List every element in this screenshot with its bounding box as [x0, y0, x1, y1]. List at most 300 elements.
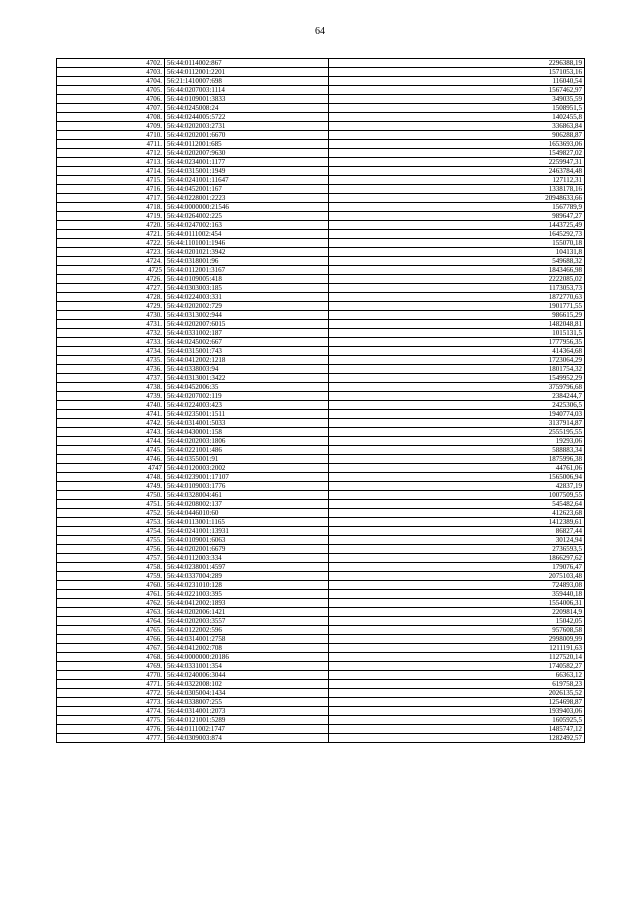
row-number-cell: 4708. [57, 113, 165, 122]
row-number-cell: 4721. [57, 230, 165, 239]
row-number-cell: 4740. [57, 401, 165, 410]
cadastral-value-cell: 619758,23 [329, 680, 585, 689]
row-number-cell: 4775. [57, 716, 165, 725]
cadastral-value-cell: 1939403,06 [329, 707, 585, 716]
cadastral-value-cell: 1549827,02 [329, 149, 585, 158]
table-row [57, 302, 585, 311]
cadastral-number-cell: 56:44:0221003:395 [165, 590, 329, 599]
row-number-cell: 4757. [57, 554, 165, 563]
table-row [57, 725, 585, 734]
table-row [57, 68, 585, 77]
row-number-cell: 4734. [57, 347, 165, 356]
table-row [57, 113, 585, 122]
table-row [57, 473, 585, 482]
cadastral-number-cell: 56:44:0202001:6679 [165, 545, 329, 554]
cadastral-value-cell: 1653693,06 [329, 140, 585, 149]
row-number-cell: 4741. [57, 410, 165, 419]
table-row [57, 77, 585, 86]
table-row [57, 131, 585, 140]
table-row [57, 185, 585, 194]
cadastral-value-cell: 414364,68 [329, 347, 585, 356]
row-number-cell: 4723. [57, 248, 165, 257]
cadastral-value-cell: 1567789,9 [329, 203, 585, 212]
cadastral-value-cell: 412623,68 [329, 509, 585, 518]
table-row [57, 275, 585, 284]
table-row [57, 518, 585, 527]
table-row [57, 536, 585, 545]
cadastral-value-cell: 66363,12 [329, 671, 585, 680]
cadastral-number-cell: 56:44:0412002:1893 [165, 599, 329, 608]
table-row [57, 617, 585, 626]
table-row [57, 635, 585, 644]
cadastral-number-cell: 56:44:0235001:1511 [165, 410, 329, 419]
row-number-cell: 4746. [57, 455, 165, 464]
cadastral-number-cell: 56:44:0202003:1806 [165, 437, 329, 446]
cadastral-number-cell: 56:44:0244005:5722 [165, 113, 329, 122]
cadastral-number-cell: 56:44:0202007:6015 [165, 320, 329, 329]
row-number-cell: 4715. [57, 176, 165, 185]
row-number-cell: 4716. [57, 185, 165, 194]
cadastral-number-cell: 56:44:0202001:6670 [165, 131, 329, 140]
cadastral-number-cell: 56:44:0201021:3942 [165, 248, 329, 257]
table-row [57, 455, 585, 464]
table-row [57, 509, 585, 518]
row-number-cell: 4752. [57, 509, 165, 518]
cadastral-value-cell: 1254698,87 [329, 698, 585, 707]
table-row [57, 500, 585, 509]
row-number-cell: 4714. [57, 167, 165, 176]
cadastral-number-cell: 56:44:0112001:2201 [165, 68, 329, 77]
cadastral-value-cell: 1571053,16 [329, 68, 585, 77]
table-row [57, 527, 585, 536]
table-row [57, 311, 585, 320]
table-row [57, 320, 585, 329]
cadastral-number-cell: 56:44:0112001:685 [165, 140, 329, 149]
table-row [57, 734, 585, 743]
cadastral-number-cell: 56:44:0313002:944 [165, 311, 329, 320]
cadastral-value-cell: 2736593,5 [329, 545, 585, 554]
cadastral-number-cell: 56:44:0412002:1218 [165, 356, 329, 365]
row-number-cell: 4766. [57, 635, 165, 644]
cadastral-value-table [56, 58, 585, 743]
cadastral-value-cell: 1567462,97 [329, 86, 585, 95]
cadastral-number-cell: 56:44:0245008:24 [165, 104, 329, 113]
cadastral-number-cell: 56:44:0322008:102 [165, 680, 329, 689]
cadastral-number-cell: 56:44:0309003:874 [165, 734, 329, 743]
table-row [57, 545, 585, 554]
table-row [57, 230, 585, 239]
cadastral-value-cell: 1866297,62 [329, 554, 585, 563]
cadastral-value-cell: 2425306,5 [329, 401, 585, 410]
cadastral-number-cell: 56:44:0000000:21546 [165, 203, 329, 212]
cadastral-number-cell: 56:44:0224003:423 [165, 401, 329, 410]
row-number-cell: 4710. [57, 131, 165, 140]
cadastral-value-cell: 588883,34 [329, 446, 585, 455]
row-number-cell: 4749. [57, 482, 165, 491]
table-row [57, 329, 585, 338]
row-number-cell: 4777. [57, 734, 165, 743]
cadastral-value-cell: 957608,58 [329, 626, 585, 635]
cadastral-value-cell: 1875996,38 [329, 455, 585, 464]
cadastral-value-cell: 545482,64 [329, 500, 585, 509]
row-number-cell: 4772. [57, 689, 165, 698]
cadastral-number-cell: 56:44:0000000:20186 [165, 653, 329, 662]
table-row [57, 572, 585, 581]
table-row [57, 662, 585, 671]
cadastral-number-cell: 56:44:0109001:6063 [165, 536, 329, 545]
row-number-cell: 4719. [57, 212, 165, 221]
cadastral-value-cell: 2463784,48 [329, 167, 585, 176]
row-number-cell: 4706. [57, 95, 165, 104]
table-row [57, 293, 585, 302]
row-number-cell: 4754. [57, 527, 165, 536]
table-row [57, 158, 585, 167]
cadastral-value-cell: 1338178,16 [329, 185, 585, 194]
table-row [57, 410, 585, 419]
row-number-cell: 4731. [57, 320, 165, 329]
cadastral-value-cell: 2075103,48 [329, 572, 585, 581]
row-number-cell: 4753. [57, 518, 165, 527]
table-row [57, 689, 585, 698]
cadastral-value-cell: 2296388,19 [329, 59, 585, 68]
table-row [57, 212, 585, 221]
cadastral-value-cell: 44761,06 [329, 464, 585, 473]
cadastral-value-cell: 1901771,55 [329, 302, 585, 311]
cadastral-value-cell: 2555195,55 [329, 428, 585, 437]
cadastral-number-cell: 56:44:0331002:187 [165, 329, 329, 338]
row-number-cell: 4769. [57, 662, 165, 671]
row-number-cell: 4737. [57, 374, 165, 383]
row-number-cell: 4748. [57, 473, 165, 482]
cadastral-number-cell: 56:44:0315001:743 [165, 347, 329, 356]
table-row [57, 149, 585, 158]
table-row [57, 266, 585, 275]
cadastral-number-cell: 56:44:0305004:1434 [165, 689, 329, 698]
cadastral-value-cell: 1549952,29 [329, 374, 585, 383]
row-number-cell: 4713. [57, 158, 165, 167]
table-row [57, 392, 585, 401]
row-number-cell: 4717. [57, 194, 165, 203]
table-row [57, 716, 585, 725]
cadastral-number-cell: 56:44:0241001:11647 [165, 176, 329, 185]
table-row [57, 248, 585, 257]
cadastral-number-cell: 56:44:0109005:418 [165, 275, 329, 284]
cadastral-number-cell: 56:21:1410007:698 [165, 77, 329, 86]
cadastral-value-cell: 1443725,49 [329, 221, 585, 230]
cadastral-number-cell: 56:44:0111002:454 [165, 230, 329, 239]
table-row [57, 707, 585, 716]
row-number-cell: 4709. [57, 122, 165, 131]
table-row [57, 401, 585, 410]
row-number-cell: 4718. [57, 203, 165, 212]
cadastral-value-cell: 1565006,94 [329, 473, 585, 482]
cadastral-value-cell: 1554006,31 [329, 599, 585, 608]
cadastral-number-cell: 56:44:0221001:486 [165, 446, 329, 455]
cadastral-number-cell: 56:44:0224003:331 [165, 293, 329, 302]
table-row [57, 554, 585, 563]
row-number-cell: 4738. [57, 383, 165, 392]
cadastral-number-cell: 56:44:0355001:91 [165, 455, 329, 464]
cadastral-value-cell: 1412389,61 [329, 518, 585, 527]
row-number-cell: 4747 [57, 464, 165, 473]
cadastral-value-cell: 19293,06 [329, 437, 585, 446]
cadastral-value-cell: 104131,8 [329, 248, 585, 257]
cadastral-number-cell: 56:44:0207002:119 [165, 392, 329, 401]
table-row [57, 563, 585, 572]
cadastral-value-cell: 1508951,5 [329, 104, 585, 113]
cadastral-number-cell: 56:44:0109003:1776 [165, 482, 329, 491]
row-number-cell: 4724. [57, 257, 165, 266]
row-number-cell: 4767. [57, 644, 165, 653]
table-row [57, 203, 585, 212]
table-row [57, 608, 585, 617]
row-number-cell: 4765. [57, 626, 165, 635]
row-number-cell: 4770. [57, 671, 165, 680]
table-row [57, 491, 585, 500]
row-number-cell: 4776. [57, 725, 165, 734]
table-row [57, 104, 585, 113]
row-number-cell: 4773. [57, 698, 165, 707]
row-number-cell: 4735. [57, 356, 165, 365]
cadastral-number-cell: 56:44:0202003:2731 [165, 122, 329, 131]
row-number-cell: 4768. [57, 653, 165, 662]
table-row [57, 140, 585, 149]
cadastral-number-cell: 56:44:0314001:2073 [165, 707, 329, 716]
cadastral-number-cell: 56:44:0238001:4597 [165, 563, 329, 572]
row-number-cell: 4720. [57, 221, 165, 230]
cadastral-number-cell: 56:44:0239001:17107 [165, 473, 329, 482]
cadastral-value-cell: 1740582,27 [329, 662, 585, 671]
cadastral-number-cell: 56:44:0313001:3422 [165, 374, 329, 383]
table-row [57, 581, 585, 590]
row-number-cell: 4774. [57, 707, 165, 716]
row-number-cell: 4727. [57, 284, 165, 293]
table-body [57, 59, 585, 743]
table-row [57, 680, 585, 689]
cadastral-value-cell: 1015131,5 [329, 329, 585, 338]
cadastral-value-cell: 1843466,98 [329, 266, 585, 275]
row-number-cell: 4712. [57, 149, 165, 158]
cadastral-number-cell: 56:44:0207003:1114 [165, 86, 329, 95]
row-number-cell: 4739. [57, 392, 165, 401]
cadastral-number-cell: 56:44:0112001:3167 [165, 266, 329, 275]
cadastral-number-cell: 56:44:0114002:867 [165, 59, 329, 68]
row-number-cell: 4725 [57, 266, 165, 275]
cadastral-value-cell: 724893,08 [329, 581, 585, 590]
cadastral-value-cell: 2384244,7 [329, 392, 585, 401]
row-number-cell: 4722. [57, 239, 165, 248]
cadastral-value-cell: 3137914,87 [329, 419, 585, 428]
cadastral-number-cell: 56:44:0328004:461 [165, 491, 329, 500]
cadastral-number-cell: 56:44:0338007:255 [165, 698, 329, 707]
cadastral-number-cell: 56:44:0412002:708 [165, 644, 329, 653]
cadastral-value-cell: 42837,19 [329, 482, 585, 491]
table-row [57, 257, 585, 266]
cadastral-number-cell: 56:44:0245002:667 [165, 338, 329, 347]
cadastral-value-cell: 179076,47 [329, 563, 585, 572]
row-number-cell: 4729. [57, 302, 165, 311]
cadastral-value-cell: 1872770,63 [329, 293, 585, 302]
cadastral-number-cell: 56:44:0120003:2002 [165, 464, 329, 473]
table-row [57, 446, 585, 455]
cadastral-number-cell: 56:44:0231010:128 [165, 581, 329, 590]
row-number-cell: 4703. [57, 68, 165, 77]
cadastral-number-cell: 56:44:0247002:163 [165, 221, 329, 230]
row-number-cell: 4761. [57, 590, 165, 599]
cadastral-value-cell: 1007509,55 [329, 491, 585, 500]
cadastral-number-cell: 56:44:0303003:185 [165, 284, 329, 293]
row-number-cell: 4744. [57, 437, 165, 446]
row-number-cell: 4763. [57, 608, 165, 617]
table-row [57, 59, 585, 68]
cadastral-value-cell: 2026135,52 [329, 689, 585, 698]
table-row [57, 356, 585, 365]
table-row [57, 194, 585, 203]
cadastral-value-cell: 1482048,81 [329, 320, 585, 329]
table-row [57, 374, 585, 383]
cadastral-value-cell: 349035,59 [329, 95, 585, 104]
cadastral-value-cell: 1402455,8 [329, 113, 585, 122]
table-row [57, 698, 585, 707]
row-number-cell: 4704. [57, 77, 165, 86]
cadastral-number-cell: 56:44:0430001:158 [165, 428, 329, 437]
cadastral-number-cell: 56:44:0331001:354 [165, 662, 329, 671]
cadastral-value-cell: 1940774,03 [329, 410, 585, 419]
cadastral-value-cell: 116040,54 [329, 77, 585, 86]
table-row [57, 671, 585, 680]
cadastral-value-cell: 2998009,99 [329, 635, 585, 644]
table-row [57, 347, 585, 356]
table-row [57, 653, 585, 662]
table-row [57, 221, 585, 230]
table-row [57, 419, 585, 428]
cadastral-number-cell: 56:44:0202003:3557 [165, 617, 329, 626]
cadastral-number-cell: 56:44:0318001:96 [165, 257, 329, 266]
cadastral-value-cell: 986615,29 [329, 311, 585, 320]
cadastral-value-cell: 2209814,9 [329, 608, 585, 617]
cadastral-value-cell: 2222085,02 [329, 275, 585, 284]
row-number-cell: 4743. [57, 428, 165, 437]
cadastral-number-cell: 56:44:1101001:1946 [165, 239, 329, 248]
cadastral-number-cell: 56:44:0264002:225 [165, 212, 329, 221]
cadastral-value-cell: 906288,87 [329, 131, 585, 140]
row-number-cell: 4759. [57, 572, 165, 581]
cadastral-value-cell: 155070,18 [329, 239, 585, 248]
table-row [57, 626, 585, 635]
cadastral-value-cell: 86827,44 [329, 527, 585, 536]
cadastral-number-cell: 56:44:0228001:2223 [165, 194, 329, 203]
row-number-cell: 4732. [57, 329, 165, 338]
row-number-cell: 4702. [57, 59, 165, 68]
table-row [57, 284, 585, 293]
cadastral-number-cell: 56:44:0337004:289 [165, 572, 329, 581]
cadastral-number-cell: 56:44:0202006:1421 [165, 608, 329, 617]
row-number-cell: 4745. [57, 446, 165, 455]
cadastral-value-cell: 1801754,32 [329, 365, 585, 374]
table-row [57, 167, 585, 176]
cadastral-number-cell: 56:44:0122002:596 [165, 626, 329, 635]
table-row [57, 482, 585, 491]
row-number-cell: 4733. [57, 338, 165, 347]
row-number-cell: 4728. [57, 293, 165, 302]
cadastral-value-cell: 1605925,5 [329, 716, 585, 725]
cadastral-value-cell: 1777956,35 [329, 338, 585, 347]
cadastral-value-cell: 2259947,31 [329, 158, 585, 167]
cadastral-value-cell: 127112,31 [329, 176, 585, 185]
cadastral-value-cell: 1211191,63 [329, 644, 585, 653]
table-row [57, 122, 585, 131]
table-row [57, 383, 585, 392]
row-number-cell: 4711. [57, 140, 165, 149]
row-number-cell: 4726. [57, 275, 165, 284]
table-row [57, 644, 585, 653]
table-row [57, 437, 585, 446]
row-number-cell: 4742. [57, 419, 165, 428]
cadastral-number-cell: 56:44:0314001:2758 [165, 635, 329, 644]
cadastral-value-cell: 1127520,14 [329, 653, 585, 662]
table-row [57, 239, 585, 248]
cadastral-number-cell: 56:44:0314001:5033 [165, 419, 329, 428]
cadastral-number-cell: 56:44:0202007:9630 [165, 149, 329, 158]
row-number-cell: 4750. [57, 491, 165, 500]
row-number-cell: 4762. [57, 599, 165, 608]
table-row [57, 95, 585, 104]
row-number-cell: 4736. [57, 365, 165, 374]
cadastral-value-cell: 3759796,68 [329, 383, 585, 392]
cadastral-number-cell: 56:44:0111002:1747 [165, 725, 329, 734]
cadastral-value-cell: 20948633,66 [329, 194, 585, 203]
table-row [57, 464, 585, 473]
row-number-cell: 4760. [57, 581, 165, 590]
cadastral-number-cell: 56:44:0446010:60 [165, 509, 329, 518]
cadastral-number-cell: 56:44:0452006:35 [165, 383, 329, 392]
row-number-cell: 4756. [57, 545, 165, 554]
cadastral-number-cell: 56:44:0109001:3833 [165, 95, 329, 104]
table-row [57, 428, 585, 437]
cadastral-value-cell: 15042,05 [329, 617, 585, 626]
row-number-cell: 4705. [57, 86, 165, 95]
cadastral-value-cell: 1645292,73 [329, 230, 585, 239]
cadastral-value-cell: 30124,94 [329, 536, 585, 545]
cadastral-number-cell: 56:44:0240006:3044 [165, 671, 329, 680]
cadastral-value-cell: 1723064,29 [329, 356, 585, 365]
cadastral-number-cell: 56:44:0241001:13931 [165, 527, 329, 536]
cadastral-number-cell: 56:44:0121001:5289 [165, 716, 329, 725]
cadastral-number-cell: 56:44:0113001:1165 [165, 518, 329, 527]
cadastral-number-cell: 56:44:0315001:1949 [165, 167, 329, 176]
cadastral-value-cell: 1485747,12 [329, 725, 585, 734]
row-number-cell: 4758. [57, 563, 165, 572]
table-row [57, 338, 585, 347]
table-row [57, 176, 585, 185]
row-number-cell: 4755. [57, 536, 165, 545]
cadastral-number-cell: 56:44:0338003:94 [165, 365, 329, 374]
cadastral-number-cell: 56:44:0234001:1177 [165, 158, 329, 167]
cadastral-number-cell: 56:44:0202002:729 [165, 302, 329, 311]
cadastral-value-cell: 989647,27 [329, 212, 585, 221]
cadastral-number-cell: 56:44:0208002:137 [165, 500, 329, 509]
cadastral-number-cell: 56:44:0452001:167 [165, 185, 329, 194]
table-row [57, 599, 585, 608]
table-row [57, 365, 585, 374]
cadastral-number-cell: 56:44:0112003:334 [165, 554, 329, 563]
table-row [57, 590, 585, 599]
page-number: 64 [315, 26, 325, 37]
row-number-cell: 4771. [57, 680, 165, 689]
row-number-cell: 4764. [57, 617, 165, 626]
cadastral-value-cell: 549688,32 [329, 257, 585, 266]
table-row [57, 86, 585, 95]
